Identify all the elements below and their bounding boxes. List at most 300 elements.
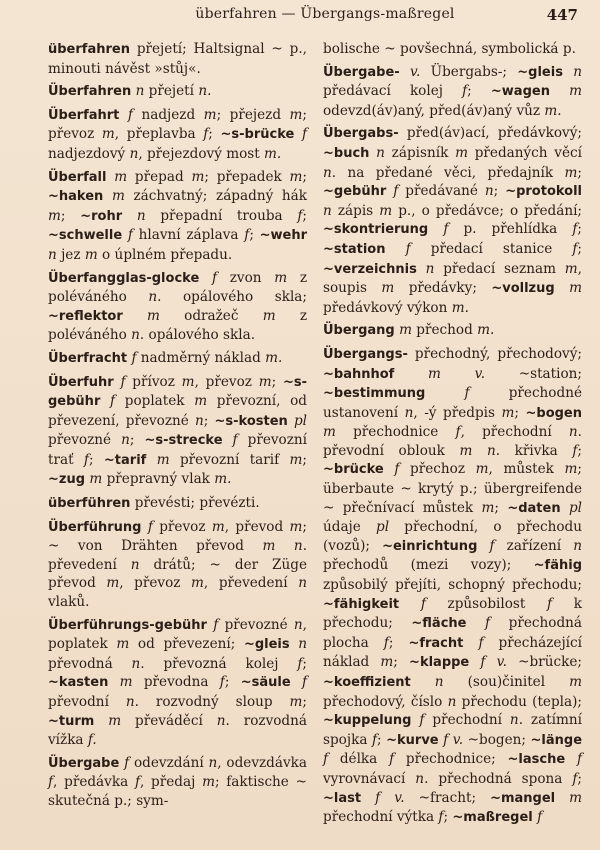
grammar-label: n xyxy=(216,712,226,729)
definition-text: přechodů (mezi vozy); xyxy=(323,557,534,574)
definition-text: p. přehlídka xyxy=(448,221,573,238)
definition-text: . opálového skla. xyxy=(139,327,256,344)
definition-text: předací seznam xyxy=(434,260,565,277)
grammar-label: m xyxy=(106,575,120,592)
sub-headword: ~maßregel xyxy=(452,810,533,826)
definition-text: drátů; ~ der Züge převod xyxy=(48,556,307,592)
definition-text xyxy=(399,596,421,612)
grammar-label: m xyxy=(211,518,225,535)
grammar-label: n xyxy=(131,655,141,672)
definition-text xyxy=(472,443,487,459)
grammar-label: f xyxy=(485,615,491,632)
grammar-label: f xyxy=(301,126,307,143)
definition-text: nadměrný náklad xyxy=(136,349,266,366)
sub-headword: ~gleis xyxy=(517,64,563,80)
definition-text: způsobilý přejíti, schopný přechodu; xyxy=(323,577,582,594)
grammar-label: n xyxy=(415,770,425,787)
sub-headword: ~fähigkeit xyxy=(323,596,400,612)
definition-text: ; xyxy=(302,451,307,468)
grammar-label: f xyxy=(393,183,399,200)
definition-text: odražeč xyxy=(159,307,263,324)
grammar-label: m xyxy=(289,451,303,468)
definition-text xyxy=(290,636,299,652)
grammar-label: m xyxy=(564,164,578,181)
definition-text xyxy=(380,790,394,806)
definition-text: převozné xyxy=(48,432,122,449)
headword: Überführung xyxy=(48,519,142,535)
definition-text: přívoz xyxy=(125,373,182,390)
definition-text: způsobilost xyxy=(425,595,548,612)
grammar-label: m xyxy=(101,126,115,143)
definition-text: přechoz xyxy=(399,461,476,478)
definition-text xyxy=(469,654,480,670)
definition-text: ; xyxy=(88,451,104,468)
grammar-label: m xyxy=(289,694,303,710)
definition-text: ; přepadek xyxy=(204,168,290,185)
grammar-label: m xyxy=(194,393,208,410)
grammar-label: f xyxy=(443,221,449,238)
definition-text: , poplatek xyxy=(48,616,307,653)
grammar-label: f xyxy=(462,83,468,100)
definition-text: . opálového skla; xyxy=(157,289,307,306)
definition-text: , přechodní xyxy=(460,424,569,441)
definition-text: ; xyxy=(377,731,387,748)
grammar-label: n xyxy=(425,260,435,277)
grammar-label: f xyxy=(464,385,470,402)
definition-text: . převodní oblouk xyxy=(323,424,582,459)
grammar-label: m xyxy=(501,404,515,421)
grammar-label: n xyxy=(298,636,307,653)
headword: Überführungs-gebühr xyxy=(48,617,207,633)
definition-text xyxy=(555,280,569,296)
grammar-label: m xyxy=(459,442,473,459)
definition-text: údaje xyxy=(323,519,377,536)
grammar-label: n xyxy=(573,537,582,554)
definition-text: ; xyxy=(249,227,260,244)
grammar-label: f xyxy=(213,616,219,633)
sub-headword: ~verzeichnis xyxy=(323,261,417,277)
grammar-label: m xyxy=(289,106,303,123)
grammar-label: n xyxy=(298,575,307,592)
grammar-label: f xyxy=(371,731,377,748)
definition-text xyxy=(361,790,375,806)
dictionary-entry xyxy=(48,494,307,514)
grammar-label: f xyxy=(211,269,218,286)
grammar-label: m xyxy=(379,202,393,219)
definition-text xyxy=(463,635,478,651)
definition-text: záchvatný; západný hák xyxy=(124,188,307,205)
grammar-label: f xyxy=(572,442,578,459)
grammar-label: n xyxy=(404,404,414,421)
definition-text xyxy=(441,366,475,382)
definition-text xyxy=(108,674,119,690)
definition-text: přechodní výtka xyxy=(323,809,439,826)
sub-headword: ~kuppelung xyxy=(323,713,412,729)
text-columns xyxy=(48,40,582,844)
grammar-label: n xyxy=(148,289,158,306)
definition-text: k přechodu; xyxy=(323,595,582,632)
grammar-label: m xyxy=(89,471,103,488)
dictionary-entry xyxy=(48,373,307,491)
definition-text: přechodní xyxy=(424,712,510,729)
grammar-label: n xyxy=(129,145,139,162)
definition-text: přecházející náklad xyxy=(323,634,582,671)
grammar-label: f xyxy=(301,674,307,691)
sub-headword: ~protokoll xyxy=(505,184,583,200)
definition-text: ; xyxy=(224,674,241,691)
definition-text xyxy=(119,107,128,123)
headword: Überfahren xyxy=(48,84,132,100)
definition-text: přejetí xyxy=(144,83,199,100)
sub-headword: ~koeffizient xyxy=(323,675,411,690)
grammar-label: n xyxy=(323,164,332,181)
definition-text: ; xyxy=(577,442,582,459)
grammar-label: m. xyxy=(214,471,232,488)
grammar-label: pl xyxy=(293,412,308,429)
definition-text: před(áv)ací, předávkový; xyxy=(398,125,582,142)
grammar-label: m xyxy=(258,373,272,390)
headword: Übergabe xyxy=(48,755,120,771)
definition-text: ; xyxy=(577,240,583,257)
definition-text xyxy=(146,452,156,468)
definition-text: (sou)činitel xyxy=(443,674,570,690)
definition-text xyxy=(561,500,569,516)
grammar-label: f xyxy=(323,751,329,768)
sub-headword: ~wagen xyxy=(490,84,550,100)
running-head: überfahren — Übergangs-maßregel xyxy=(195,6,455,22)
definition-text xyxy=(223,432,233,448)
definition-text: od převezení; xyxy=(129,636,244,653)
grammar-label: m xyxy=(147,307,160,324)
definition-text: , přeplavba xyxy=(114,126,204,143)
sub-headword: ~rohr xyxy=(80,208,123,224)
definition-text: přepadní trouba xyxy=(145,207,298,224)
dictionary-entry xyxy=(48,168,307,265)
dictionary-entry xyxy=(323,345,582,828)
definition-text: ; xyxy=(302,694,308,710)
grammar-label: n xyxy=(131,327,140,344)
definition-text: délka xyxy=(328,751,390,768)
definition-text: přechodnice xyxy=(335,424,456,441)
definition-text: ; xyxy=(271,373,283,390)
grammar-label: n xyxy=(130,556,140,573)
definition-text: převozné xyxy=(218,616,294,633)
grammar-label: f xyxy=(572,240,578,257)
definition-text: zápis xyxy=(331,202,380,219)
definition-text xyxy=(550,83,569,99)
grammar-label: f xyxy=(576,751,583,768)
dictionary-entry xyxy=(323,321,582,341)
grammar-label: v. xyxy=(452,731,464,748)
grammar-label: n xyxy=(208,754,218,771)
headword: Übergabs- xyxy=(323,126,399,142)
definition-text: , přejezdový most xyxy=(138,145,265,162)
grammar-label: f xyxy=(478,634,484,651)
definition-text: ; xyxy=(203,412,215,429)
grammar-label: f xyxy=(455,424,461,441)
grammar-label: n xyxy=(48,246,57,263)
grammar-label: m xyxy=(564,461,578,478)
grammar-label: m xyxy=(111,188,125,205)
definition-text: . křivka xyxy=(495,442,573,459)
grammar-label: f xyxy=(383,634,389,651)
definition-text: ; xyxy=(493,183,506,200)
grammar-label: m. xyxy=(265,349,283,366)
definition-text xyxy=(122,208,137,224)
grammar-label: n xyxy=(573,63,582,80)
definition-text: ; faktische ~ skutečná p.; sym- xyxy=(48,774,307,809)
definition-text: nadjezdový xyxy=(48,145,130,162)
definition-text: . zatímní spojka xyxy=(323,712,582,748)
definition-text: ; xyxy=(208,126,221,143)
sub-headword: ~haken xyxy=(48,189,104,205)
definition-text: , převoz xyxy=(194,373,259,390)
grammar-label: f xyxy=(110,393,116,410)
grammar-label: m xyxy=(569,789,583,806)
headword: überfahren xyxy=(48,42,130,57)
sub-headword: ~schwelle xyxy=(48,228,123,244)
grammar-label: f xyxy=(389,751,395,768)
definition-text: ; xyxy=(129,432,145,449)
grammar-label: m xyxy=(569,83,583,100)
grammar-label: m xyxy=(274,269,288,286)
grammar-label: f xyxy=(134,774,140,791)
definition-text: p., o předávce; o předání; xyxy=(392,202,582,219)
definition-text: zařízení xyxy=(494,537,574,554)
definition-text: , soupis xyxy=(323,260,582,297)
grammar-label: n xyxy=(376,144,385,161)
definition-text xyxy=(477,538,489,554)
grammar-label: n xyxy=(447,693,457,710)
sub-headword: ~bogen xyxy=(525,405,583,421)
sub-headword: ~brücke xyxy=(323,462,384,478)
grammar-label: n xyxy=(509,712,519,729)
sub-headword: ~klappe xyxy=(409,655,470,671)
headword: Überfangglas-glocke xyxy=(48,270,200,286)
definition-text: ; xyxy=(302,655,307,672)
sub-headword: ~tarif xyxy=(103,452,147,468)
dictionary-entry xyxy=(48,754,307,811)
definition-text: , převedení xyxy=(203,575,299,592)
definition-text: ~bogen; xyxy=(463,731,531,748)
grammar-label: n. xyxy=(198,83,212,100)
grammar-label: m xyxy=(108,712,122,729)
definition-text: zápisník xyxy=(384,144,456,161)
grammar-label: m xyxy=(116,636,130,653)
definition-text: odevzdání xyxy=(129,754,209,771)
grammar-label: m xyxy=(381,280,395,297)
sub-headword: ~gleis xyxy=(243,637,290,653)
definition-text: ; xyxy=(443,809,453,826)
sub-headword: ~gebühr xyxy=(323,184,387,200)
definition-text: ; xyxy=(514,404,526,421)
definition-text: . rozvodná vížka xyxy=(48,712,307,749)
grammar-label: f xyxy=(244,227,250,244)
definition-text: . rozvodný sloup xyxy=(134,694,290,710)
definition-text: nadjezd xyxy=(132,106,204,123)
headword: Überfall xyxy=(48,169,107,185)
grammar-label: f xyxy=(438,809,444,826)
definition-text: převodná xyxy=(48,655,132,672)
sub-headword: ~vollzug xyxy=(491,281,555,297)
grammar-label: f xyxy=(420,595,426,612)
definition-text: bolische ~ povšechná, symbolická p. xyxy=(323,41,576,57)
grammar-label: m xyxy=(48,207,61,224)
definition-text: přechodnice; xyxy=(394,751,508,768)
definition-text: ~fracht; xyxy=(404,789,491,806)
headword: Übergabe- xyxy=(323,64,400,80)
definition-text: , můstek xyxy=(488,461,565,478)
sub-headword: ~last xyxy=(323,790,362,806)
definition-text: z poléváného xyxy=(48,307,308,344)
sub-headword: ~fähig xyxy=(533,558,582,574)
grammar-label: m xyxy=(203,106,217,123)
grammar-label: n xyxy=(194,412,204,429)
definition-text xyxy=(485,654,496,670)
definition-text: předávací kolej xyxy=(323,83,463,100)
definition-text: přepravný vlak xyxy=(102,471,215,488)
sub-headword: ~bestimmung xyxy=(323,386,426,402)
grammar-label: m xyxy=(475,461,489,478)
grammar-label: f xyxy=(120,373,126,390)
sub-headword: ~kurve xyxy=(386,732,439,748)
definition-text: přechodný, přechodový; xyxy=(407,345,582,362)
grammar-label: n xyxy=(323,202,332,219)
right-column xyxy=(323,40,582,844)
definition-text: předávkový výkon xyxy=(323,299,452,316)
dictionary-entry xyxy=(48,269,307,345)
dictionary-entry xyxy=(323,40,582,59)
sub-headword: ~fracht xyxy=(408,635,464,651)
grammar-label: m xyxy=(428,365,441,382)
sub-headword: ~länge xyxy=(530,732,583,748)
definition-text: převozní tarif xyxy=(169,451,290,468)
grammar-label: n xyxy=(434,674,444,690)
definition-text xyxy=(100,393,110,409)
definition-text: zvon xyxy=(217,269,275,286)
definition-text: ; ~ von Drähten převod xyxy=(48,518,308,555)
grammar-label: f xyxy=(297,207,303,224)
sub-headword: ~kasten xyxy=(48,675,109,691)
grammar-label: m. xyxy=(451,299,469,316)
definition-text: poplatek xyxy=(115,393,195,410)
definition-text xyxy=(291,674,302,690)
definition-text: . převozná kolej xyxy=(140,655,298,672)
definition-text: , předávka xyxy=(53,774,135,791)
definition-text xyxy=(400,64,410,80)
grammar-label: m xyxy=(569,280,583,297)
page-header xyxy=(0,6,600,30)
grammar-label: n xyxy=(293,538,303,555)
grammar-label: f. xyxy=(87,732,97,749)
definition-text xyxy=(123,308,147,324)
grammar-label: f xyxy=(547,595,553,612)
definition-text: z poléváného xyxy=(48,269,307,306)
definition-text: ; xyxy=(577,164,582,181)
definition-text xyxy=(103,188,112,204)
sub-headword: ~buch xyxy=(323,145,370,161)
grammar-label: f xyxy=(203,126,209,143)
grammar-label: f xyxy=(127,106,133,123)
grammar-label: f xyxy=(48,774,54,791)
grammar-label: v. xyxy=(394,789,405,806)
sub-headword: ~mangel xyxy=(490,790,556,806)
sub-headword: ~zug xyxy=(48,472,86,488)
definition-text xyxy=(565,751,577,767)
definition-text xyxy=(411,674,435,690)
definition-text: ; xyxy=(393,654,410,671)
sub-headword: ~s-gebühr xyxy=(48,374,308,410)
grammar-label: m xyxy=(181,373,195,390)
definition-text: předaných věcí xyxy=(467,144,582,161)
sub-headword: ~daten xyxy=(507,500,561,516)
definition-text: ; xyxy=(302,207,307,224)
definition-text: vyrovnávací xyxy=(323,770,416,787)
definition-text: , -ý předpis xyxy=(413,404,502,421)
dictionary-entry xyxy=(48,82,307,102)
left-column xyxy=(48,40,307,844)
definition-text: převozní trať xyxy=(48,432,307,468)
definition-text: přepad xyxy=(127,168,192,185)
dictionary-entry xyxy=(48,40,307,78)
grammar-label: m xyxy=(119,674,133,691)
definition-text xyxy=(94,713,108,729)
sub-headword: ~reflektor xyxy=(48,308,123,324)
definition-text xyxy=(275,538,294,554)
grammar-label: f xyxy=(232,432,238,449)
grammar-label: n xyxy=(125,694,135,710)
grammar-label: n xyxy=(568,424,578,441)
definition-text: předávané xyxy=(398,183,485,200)
definition-text xyxy=(384,461,395,477)
grammar-label: f xyxy=(219,674,225,691)
grammar-label: n xyxy=(136,207,146,224)
dictionary-entry xyxy=(323,63,582,121)
sub-headword: ~einrichtung xyxy=(382,538,478,554)
sub-headword: ~s-brücke xyxy=(220,127,295,143)
definition-text: ; überbaute ~ krytý p.; übergreifende ~ přečnívací můstek xyxy=(323,461,582,516)
grammar-label: m xyxy=(380,654,394,671)
grammar-label: f xyxy=(127,227,133,244)
grammar-label: f xyxy=(572,221,578,238)
definition-text: ~station; xyxy=(485,365,582,382)
definition-text: . na předané věci, předajník xyxy=(331,164,565,181)
grammar-label: m. xyxy=(477,322,495,339)
grammar-label: f xyxy=(147,518,153,535)
grammar-label: n xyxy=(484,183,494,200)
grammar-label: m xyxy=(202,774,215,791)
definition-text xyxy=(199,270,212,286)
page-number: 447 xyxy=(546,6,578,24)
dictionary-entry xyxy=(48,106,307,164)
grammar-label: m xyxy=(262,307,276,324)
grammar-label: f xyxy=(443,731,449,748)
definition-text: převodní xyxy=(48,694,126,710)
dictionary-entry xyxy=(48,616,307,750)
grammar-label: pl xyxy=(376,519,390,536)
definition-text: ; xyxy=(388,634,409,651)
definition-text: , předaj xyxy=(139,774,203,791)
definition-text xyxy=(417,261,426,277)
grammar-label: pl xyxy=(568,499,582,516)
grammar-label: f xyxy=(124,754,130,771)
definition-text: ; xyxy=(577,221,582,238)
definition-text: . převedení xyxy=(48,538,308,573)
definition-text: , odevzdávka xyxy=(217,754,308,771)
grammar-label: f xyxy=(572,770,578,787)
sub-headword: ~lasche xyxy=(507,752,566,768)
grammar-label: m xyxy=(191,575,204,592)
